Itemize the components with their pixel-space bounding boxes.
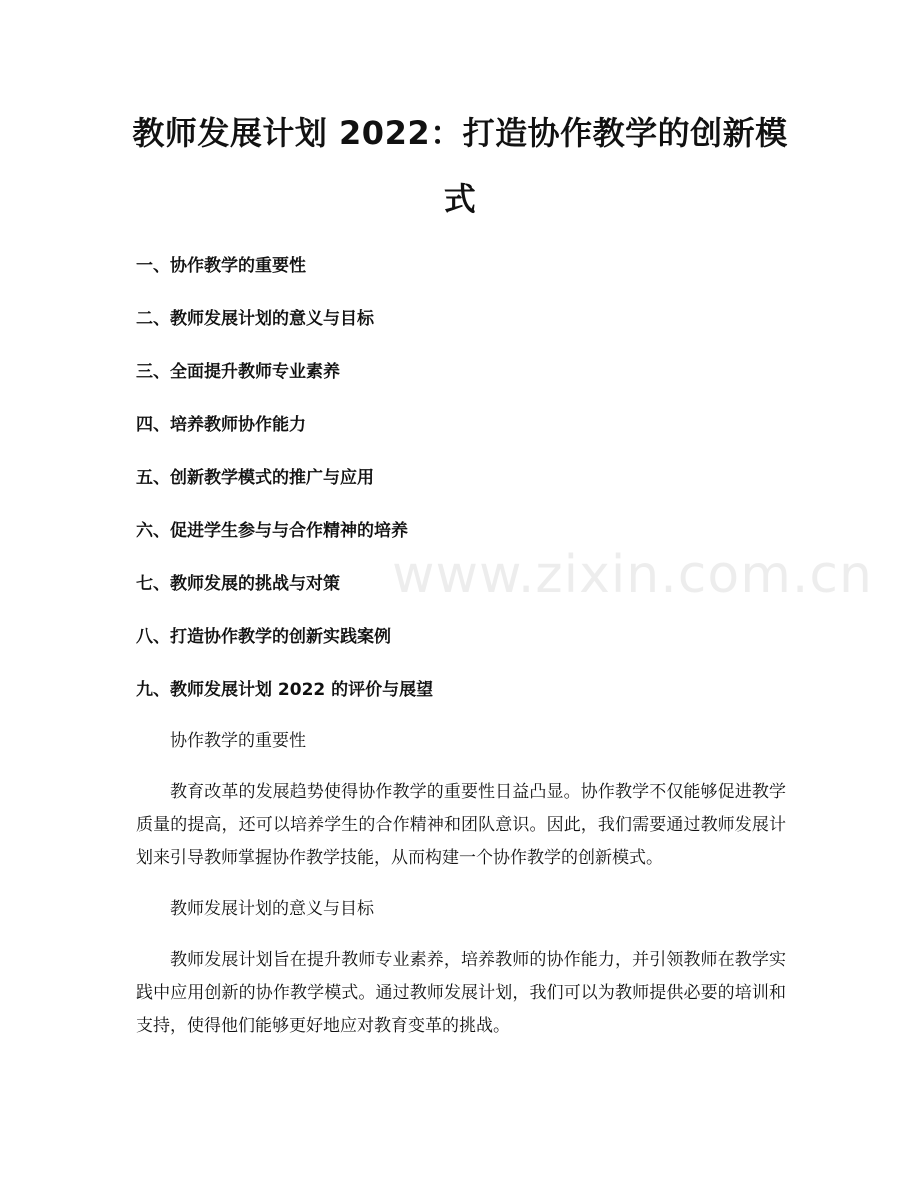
toc-item-9: 九、教师发展计划 2022 的评价与展望 [136, 680, 434, 700]
toc-item-8: 八、打造协作教学的创新实践案例 [136, 627, 391, 647]
section-paragraph-2: 教师发展计划旨在提升教师专业素养，培养教师的协作能力，并引领教师在教学实践中应用创新的协作教学模式。通过教师发展计划，我们可以为教师提供必要的培训和支持，使得他们能够更好地应对教育变革的挑战。 [136, 950, 786, 1036]
section-heading-2: 教师发展计划的意义与目标 [170, 899, 374, 919]
toc-item-5: 五、创新教学模式的推广与应用 [136, 468, 374, 488]
section-paragraph-1: 教育改革的发展趋势使得协作教学的重要性日益凸显。协作教学不仅能够促进教学质量的提高，还可以培养学生的合作精神和团队意识。因此，我们需要通过教师发展计划来引导教师掌握协作教学技能，从而构建一个协作教学的创新模式。 [136, 782, 786, 868]
watermark: www.zixin.com.cn [392, 545, 873, 605]
section-heading-1: 协作教学的重要性 [170, 731, 306, 751]
toc-item-6: 六、促进学生参与与合作精神的培养 [136, 521, 408, 541]
toc-item-3: 三、全面提升教师专业素养 [136, 362, 340, 382]
table-of-contents [136, 251, 433, 728]
toc-item-1: 一、协作教学的重要性 [136, 256, 306, 276]
document-body [136, 725, 786, 1061]
toc-item-2: 二、教师发展计划的意义与目标 [136, 309, 374, 329]
toc-item-7: 七、教师发展的挑战与对策 [136, 574, 340, 594]
document-title: 教师发展计划 2022：打造协作教学的创新模式 [132, 114, 788, 218]
toc-item-4: 四、培养教师协作能力 [136, 415, 306, 435]
